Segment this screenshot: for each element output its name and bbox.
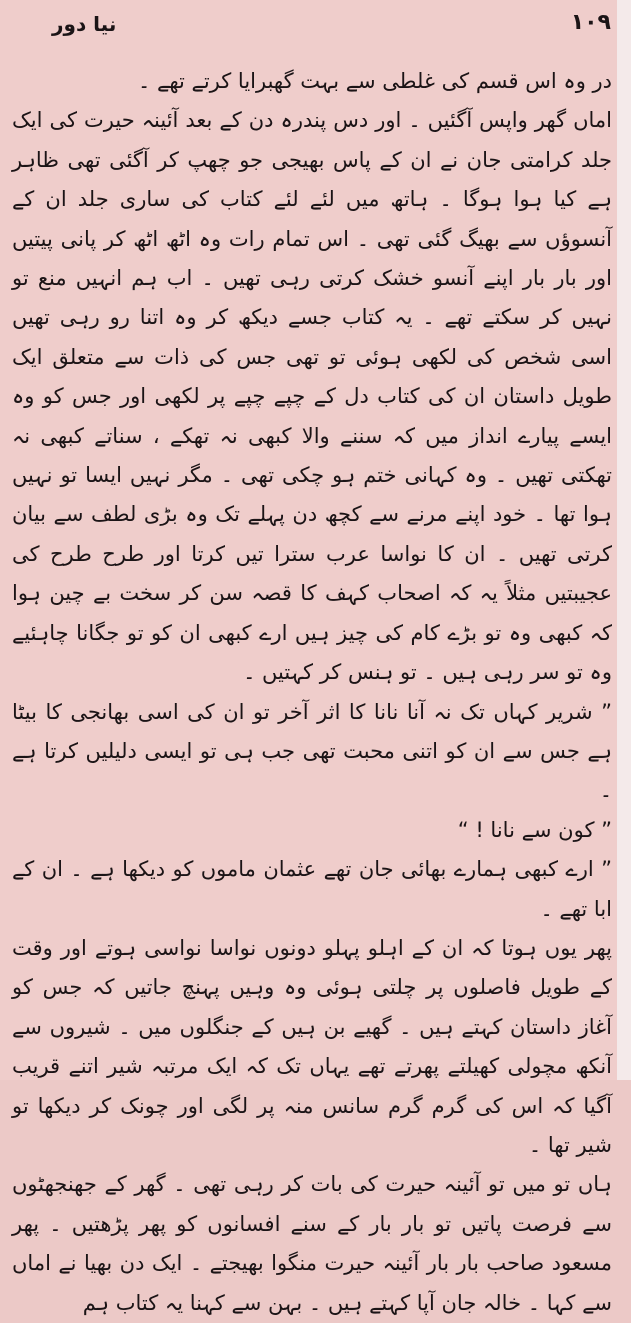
paragraph-6: پھر یوں ہوتا کہ ان کے اہلو پہلو دونوں نواسا نواسی ہوتے اور وقت کے طویل فاصلوں پر چلتی ہوئی وہ وہیں پہنچ جاتیں کہ جس کو آغاز داستان کہتے ہیں ۔ گھیے بن ہیں کے جنگلوں میں ۔ شیروں سے آنکھ مچولی کھیلتے پھرتے تھے یہاں تک کہ ایک مرتبہ شیر اتنے قریب آگیا کہ اس کی گرم گرم سانس منہ پر لگی اور چونک کر دیکھا تو شیر تھا ۔ xyxy=(12,935,612,1157)
paragraph-3: ” شریر کہاں تک نہ آنا نانا کا اثر آخر تو ان کی اسی بھانجی کا بیٹا ہے جس سے ان کو اتنی محبت تھی جب ہی تو ایسی دلیلیں کرتا ہے ۔ xyxy=(12,699,612,803)
paragraph-1: در وہ اس قسم کی غلطی سے بہت گھبرایا کرتے تھے ۔ xyxy=(138,69,612,93)
page-number: ۱۰۹ xyxy=(570,10,611,35)
body-text xyxy=(12,62,612,1315)
paragraph-7: ہاں تو میں تو آئینہ حیرت کی بات کر رہی تھی ۔ گھر کے جھنجھٹوں سے فرصت پاتیں تو بار بار کے سنے افسانوں کو پھر پڑھتیں ۔ پھر مسعود صاحب بار بار آئینہ حیرت منگوا بھیجتے ۔ ایک دن بھیا نے اماں سے کہا ۔ خالہ جان آپا کہتے ہیں ۔ بہن سے کہنا یہ کتاب ہم xyxy=(12,1172,612,1315)
paragraph-5: ” ارے کبھی ہمارے بھائی جان تھے عثمان ماموں کو دیکھا ہے ۔ ان کے ابا تھے ۔ xyxy=(12,857,612,921)
paragraph-2: اماں گھر واپس آگئیں ۔ اور دس پندرہ دن کے بعد آئینہ حیرت کی ایک جلد کرامتی جان نے ان کے پاس بھیجی جو چھپ کر آگئی تھی ظاہر ہے کیا ہوا ہوگا ۔ ہاتھ میں لئے لئے کتاب کی ساری جلد ان کے آنسوؤں سے بھیگ گئی تھی ۔ اس تمام رات وہ اٹھ اٹھ کر پانی پیتیں اور بار بار اپنے آنسو خشک کرتی رہی تھیں ۔ اب ہم انہیں منع تو نہیں کر سکتے تھے ۔ یہ کتاب جسے دیکھ کر وہ اتنا رو رہی تھیں اسی شخص کی لکھی ہوئی تو تھی جس کی ذات سے متعلق ایک طویل داستان ان کی کتاب دل کے چپے چپے پر لکھی اور جس کو وہ ایسے پیارے انداز میں کہ سننے والا کبھی نہ تھکے ، سناتے کبھی نہ تھکتی تھیں ۔ وہ کہانی ختم ہو چکی تھی ۔ مگر نہیں ایسا تو نہیں ہوا تھا ۔ خود اپنے مرنے سے کچھ دن پہلے تک وہ بڑی لطف سے بیان کرتی تھیں ۔ ان کا نواسا عرب سترا تیں کرتا اور طرح طرح کی عجیبتیں مثلاً یہ کہ اصحاب کہف کا قصہ سن کر سخت بے چین ہوا کہ کبھی وہ تو بڑے کام کی چیز ہیں ارے کبھی ان کو تو جگانا چاہئیے وہ تو سر رہی ہیں ۔ تو ہنس کر کہتیں ۔ xyxy=(12,108,612,685)
paragraph-4: ” کون سے نانا ! “ xyxy=(457,817,612,842)
page-header xyxy=(52,8,611,48)
page-edge xyxy=(617,0,631,1080)
running-head: نیا دور xyxy=(52,12,117,36)
